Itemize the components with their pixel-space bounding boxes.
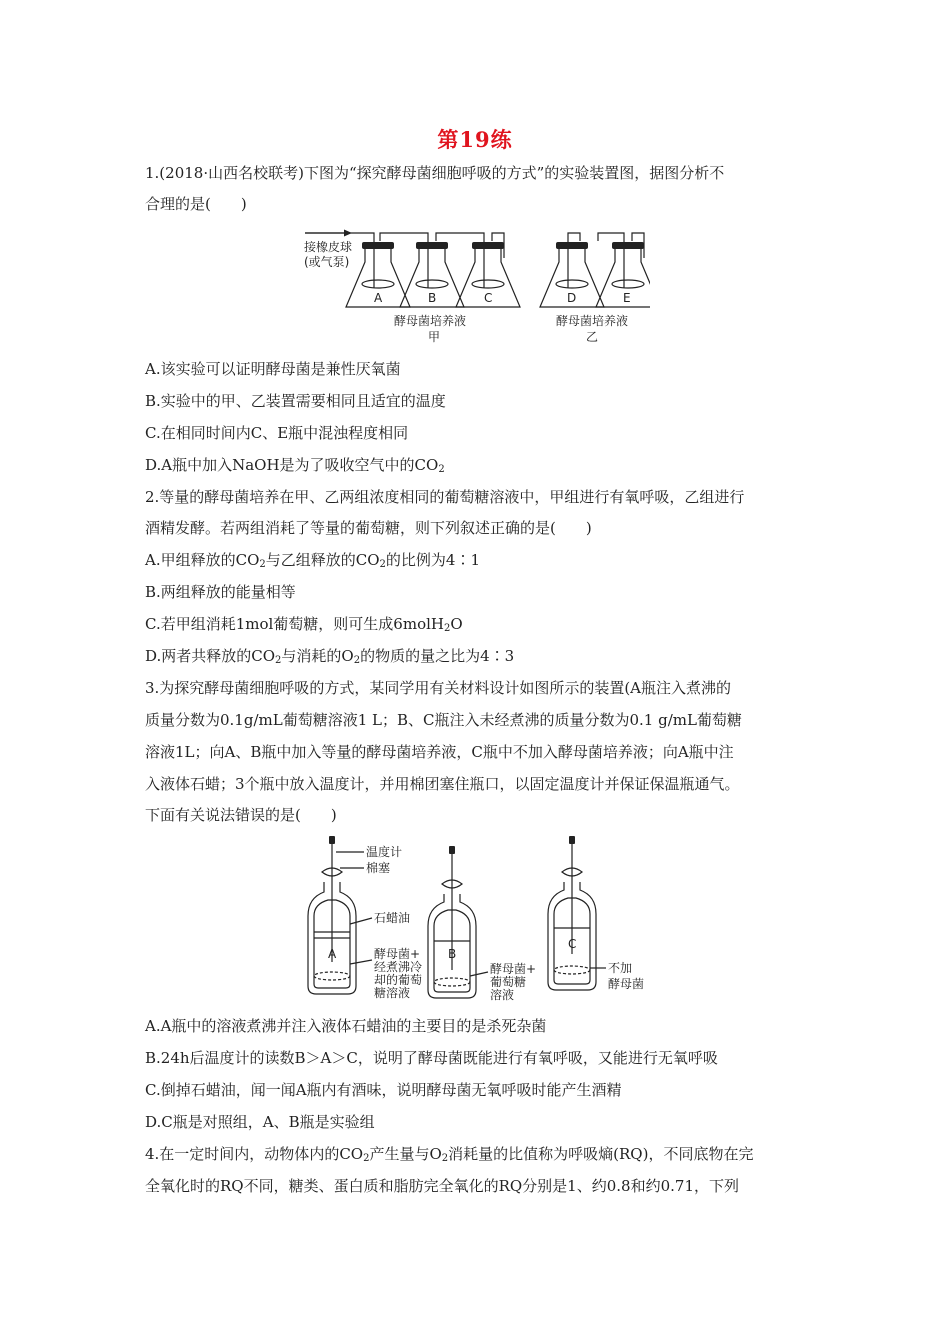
bottle-a-label: A — [328, 947, 337, 961]
q3-option-a: A.A瓶中的溶液煮沸并注入液体石蜡油的主要目的是杀死杂菌 — [145, 1017, 547, 1035]
q1-option-c: C.在相同时间内C、E瓶中混浊程度相同 — [145, 424, 409, 442]
flask-e-label: E — [623, 291, 631, 305]
sub-right: 乙 — [586, 330, 599, 344]
q2-stem-line-2: 酒精发酵。若两组消耗了等量的葡萄糖，则下列叙述正确的是( ) — [145, 519, 592, 537]
flask-c-label: C — [484, 291, 493, 305]
paraffin-label: 石蜡油 — [374, 911, 411, 925]
q3-stem-line-4: 入液体石蜡；3个瓶中放入温度计，并用棉团塞住瓶口，以固定温度计并保证保温瓶通气。 — [145, 775, 740, 793]
q2-option-d: D.两者共释放的$CO_2$与消耗的$O_2$的物质的量之比为4∶3 — [145, 647, 515, 666]
bottle-a-content-3: 却的葡萄 — [374, 973, 423, 987]
caption-right: 酵母菌培养液 — [556, 314, 629, 328]
q2-option-a: A.甲组释放的$CO_2$与乙组释放的$CO_2$的比例为4∶1 — [145, 551, 481, 570]
pump-label-1: 接橡皮球 — [304, 240, 353, 254]
q2-stem-line-1: 2.等量的酵母菌培养在甲、乙两组浓度相同的葡萄糖溶液中，甲组进行有氧呼吸，乙组进行 — [145, 488, 745, 506]
bottle-c-label: C — [568, 937, 577, 951]
cotton-plug-label: 棉塞 — [366, 861, 391, 875]
flask-a-label: A — [374, 291, 383, 305]
q3-option-d: D.C瓶是对照组，A、B瓶是实验组 — [145, 1113, 375, 1131]
bottle-b-label: B — [448, 947, 457, 961]
q3-stem-line-2: 质量分数为0.1g/mL葡萄糖溶液1 L；B、C瓶注入未经煮沸的质量分数为0.1 g/mL葡萄糖 — [145, 711, 742, 729]
flask-d-label: D — [567, 291, 577, 305]
q3-stem-line-5: 下面有关说法错误的是( ) — [145, 806, 337, 824]
sub-left: 甲 — [428, 330, 441, 344]
bottle-b-content-3: 溶液 — [490, 988, 515, 1002]
q1-option-d: D.A瓶中加入NaOH是为了吸收空气中的$CO_2$ — [145, 456, 445, 475]
pump-label-2: (或气泵) — [304, 255, 350, 269]
q3-bottle-figure — [300, 836, 680, 1006]
caption-left: 酵母菌培养液 — [394, 314, 467, 328]
q4-stem-line-2: 全氧化时的RQ不同，糖类、蛋白质和脂肪完全氧化的RQ分别是1、约0.8和约0.71，下列 — [145, 1177, 739, 1195]
bottle-b-content-2: 葡萄糖 — [490, 975, 527, 989]
q1-option-a: A.该实验可以证明酵母菌是兼性厌氧菌 — [145, 360, 401, 378]
q3-stem-line-3: 溶液1L；向A、B瓶中加入等量的酵母菌培养液，C瓶中不加入酵母菌培养液；向A瓶中注 — [145, 743, 734, 761]
bottle-a-content-4: 糖溶液 — [374, 986, 411, 1000]
q1-stem-line-2: 合理的是( ) — [145, 195, 247, 213]
q3-option-c: C.倒掉石蜡油，闻一闻A瓶内有酒味，说明酵母菌无氧呼吸时能产生酒精 — [145, 1081, 622, 1099]
flask-b-label: B — [428, 291, 437, 305]
thermometer-label: 温度计 — [366, 845, 403, 859]
page-title: 第19练 — [437, 127, 513, 152]
q1-option-b: B.实验中的甲、乙装置需要相同且适宜的温度 — [145, 392, 446, 410]
bottle-a-content-1: 酵母菌+ — [374, 947, 421, 961]
q3-stem-line-1: 3.为探究酵母菌细胞呼吸的方式，某同学用有关材料设计如图所示的装置(A瓶注入煮沸的 — [145, 679, 731, 697]
bottle-a-content-2: 经煮沸冷 — [374, 960, 423, 974]
bottle-c-content-2: 酵母菌 — [608, 977, 645, 991]
q2-option-c: C.若甲组消耗1mol葡萄糖，则可生成6molH$_2$O — [145, 615, 463, 634]
bottle-b-content-1: 酵母菌+ — [490, 962, 537, 976]
bottle-c-content-1: 不加 — [608, 961, 633, 975]
q1-apparatus-figure — [290, 222, 650, 348]
q2-option-b: B.两组释放的能量相等 — [145, 583, 296, 601]
q4-stem-line-1: 4.在一定时间内，动物体内的$CO_2$产生量与$O_2$消耗量的比值称为呼吸熵(RQ)，不同底物在完 — [145, 1145, 754, 1164]
q3-option-b: B.24h后温度计的读数B＞A＞C，说明了酵母菌既能进行有氧呼吸，又能进行无氧呼吸 — [145, 1049, 718, 1067]
q1-stem-line-1: 1.(2018·山西名校联考)下图为“探究酵母菌细胞呼吸的方式”的实验装置图，据图分析不 — [145, 164, 725, 182]
